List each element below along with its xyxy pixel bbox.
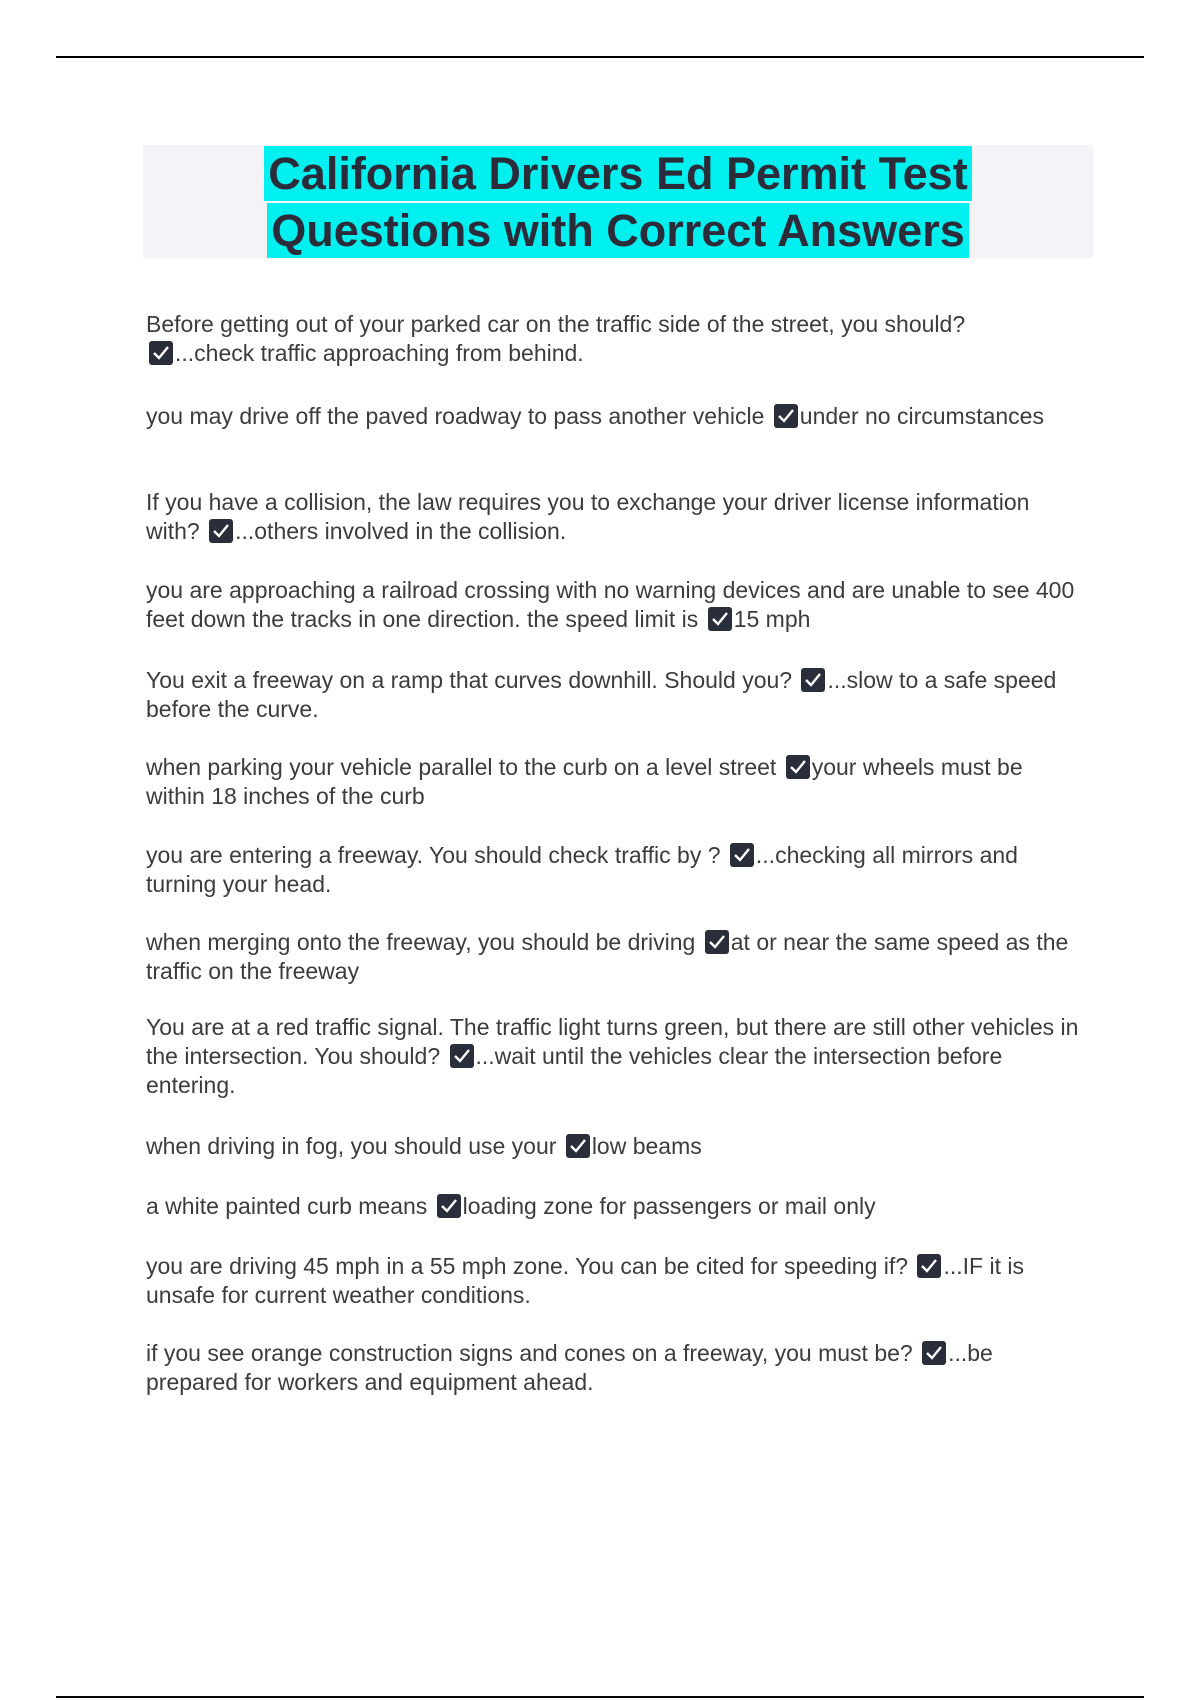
qa-item — [146, 1252, 1086, 1310]
header-rule — [56, 56, 1144, 58]
qa-item — [146, 841, 1086, 899]
check-box-icon — [566, 1134, 590, 1158]
check-box-icon — [149, 341, 173, 365]
question-text: you are driving 45 mph in a 55 mph zone. You can be cited for speeding if? — [146, 1253, 909, 1279]
question-text: you are approaching a railroad crossing with no warning devices and are unable to see 400 feet down the tracks in one direction. the speed limit is — [146, 577, 1075, 632]
check-box-icon — [917, 1254, 941, 1278]
page-title — [143, 145, 1093, 259]
question-text: you may drive off the paved roadway to pass another vehicle — [146, 403, 765, 429]
qa-item — [146, 666, 1086, 724]
question-text: if you see orange construction signs and cones on a freeway, you must be? — [146, 1340, 913, 1366]
answer-text: your wheels must be within 18 inches of the curb — [146, 754, 1023, 809]
answer-text: ...others involved in the collision. — [235, 518, 567, 544]
check-box-icon — [209, 519, 233, 543]
answer-text: ...checking all mirrors and turning your head. — [146, 842, 1018, 897]
qa-item — [146, 753, 1086, 811]
qa-item — [146, 928, 1086, 986]
question-text: a white painted curb means — [146, 1193, 428, 1219]
check-box-icon — [450, 1044, 474, 1068]
qa-item — [146, 1192, 1086, 1221]
question-text: when parking your vehicle parallel to the curb on a level street — [146, 754, 777, 780]
question-text: when merging onto the freeway, you should be driving — [146, 929, 696, 955]
answer-text: at or near the same speed as the traffic on the freeway — [146, 929, 1069, 984]
title-line-2: Questions with Correct Answers — [267, 203, 968, 258]
title-line-1: California Drivers Ed Permit Test — [264, 146, 971, 201]
question-text: You are at a red traffic signal. The traffic light turns green, but there are still other vehicles in the intersection. You should? — [146, 1014, 1079, 1069]
answer-text: low beams — [591, 1133, 702, 1159]
question-text: when driving in fog, you should use your — [146, 1133, 557, 1159]
title-banner — [143, 145, 1093, 258]
qa-item — [146, 576, 1086, 634]
check-box-icon — [705, 930, 729, 954]
answer-text: ...be prepared for workers and equipment ahead. — [146, 1340, 993, 1395]
answer-text: ...slow to a safe speed before the curve. — [146, 667, 1057, 722]
answer-text: ...wait until the vehicles clear the intersection before entering. — [146, 1043, 1003, 1098]
check-box-icon — [786, 755, 810, 779]
check-box-icon — [922, 1341, 946, 1365]
answer-text: under no circumstances — [799, 403, 1044, 429]
question-text: you are entering a freeway. You should check traffic by ? — [146, 842, 721, 868]
qa-item — [146, 1339, 1086, 1397]
check-box-icon — [730, 843, 754, 867]
check-box-icon — [801, 668, 825, 692]
qa-item — [146, 1132, 1086, 1161]
qa-item — [146, 1013, 1086, 1100]
answer-text: loading zone for passengers or mail only — [462, 1193, 876, 1219]
footer-rule — [56, 1696, 1144, 1698]
question-text: Before getting out of your parked car on the traffic side of the street, you should? — [146, 311, 966, 337]
check-box-icon — [708, 607, 732, 631]
qa-item — [146, 310, 1086, 368]
question-text: You exit a freeway on a ramp that curves downhill. Should you? — [146, 667, 793, 693]
check-box-icon — [437, 1194, 461, 1218]
qa-item — [146, 402, 1086, 431]
qa-item — [146, 488, 1086, 546]
answer-text: 15 mph — [733, 606, 811, 632]
answer-text: ...IF it is unsafe for current weather conditions. — [146, 1253, 1024, 1308]
check-box-icon — [774, 404, 798, 428]
answer-text: ...check traffic approaching from behind. — [175, 340, 584, 366]
question-text: If you have a collision, the law requires you to exchange your driver license information with? — [146, 489, 1030, 544]
